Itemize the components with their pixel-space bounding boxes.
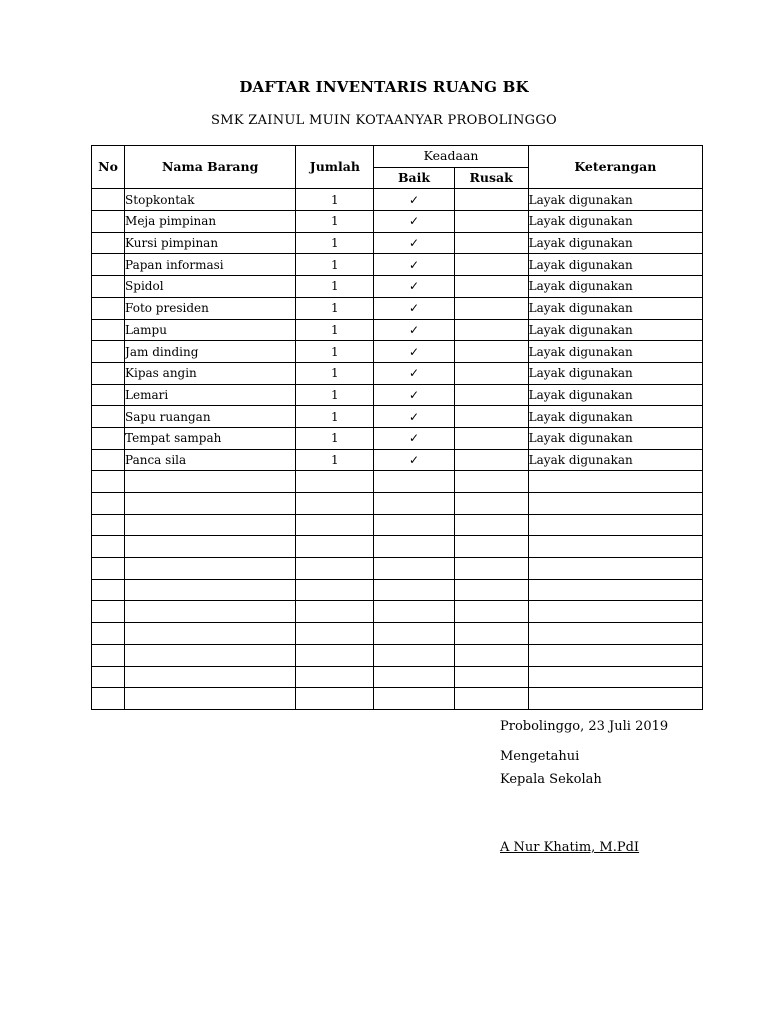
cell-jumlah: 1 — [296, 232, 374, 254]
cell-nama-barang — [125, 688, 296, 710]
cell-jumlah: 1 — [296, 362, 374, 384]
table-row — [92, 558, 703, 580]
cell-keterangan — [528, 688, 702, 710]
cell-keterangan: Layak digunakan — [528, 406, 702, 428]
cell-jumlah: 1 — [296, 189, 374, 211]
cell-keterangan — [528, 536, 702, 558]
cell-keterangan — [528, 579, 702, 601]
signature-place-date: Probolinggo, 23 Juli 2019 — [500, 719, 669, 734]
cell-baik-check — [374, 688, 454, 710]
cell-nama-barang: Stopkontak — [125, 189, 296, 211]
header-rusak: Rusak — [454, 167, 528, 189]
table-row — [92, 297, 703, 319]
cell-rusak — [454, 666, 528, 688]
table-row — [92, 623, 703, 645]
cell-keterangan — [528, 514, 702, 536]
cell-nama-barang: Foto presiden — [125, 297, 296, 319]
cell-baik-check — [374, 666, 454, 688]
cell-rusak — [454, 558, 528, 580]
cell-keterangan: Layak digunakan — [528, 211, 702, 233]
table-row — [92, 579, 703, 601]
cell-rusak — [454, 189, 528, 211]
cell-jumlah — [296, 688, 374, 710]
cell-keterangan — [528, 666, 702, 688]
cell-rusak — [454, 644, 528, 666]
cell-no — [92, 558, 125, 580]
cell-jumlah — [296, 493, 374, 515]
cell-rusak — [454, 493, 528, 515]
cell-keterangan: Layak digunakan — [528, 427, 702, 449]
cell-no — [92, 666, 125, 688]
cell-no — [92, 232, 125, 254]
table-row — [92, 319, 703, 341]
table-row — [92, 688, 703, 710]
table-row — [92, 449, 703, 471]
cell-baik-check: ✓ — [374, 232, 454, 254]
cell-keterangan — [528, 623, 702, 645]
cell-jumlah — [296, 623, 374, 645]
cell-no — [92, 536, 125, 558]
cell-no — [92, 579, 125, 601]
cell-rusak — [454, 427, 528, 449]
cell-rusak — [454, 254, 528, 276]
table-row — [92, 666, 703, 688]
cell-no — [92, 623, 125, 645]
table-row — [92, 254, 703, 276]
cell-keterangan: Layak digunakan — [528, 276, 702, 298]
header-keterangan: Keterangan — [528, 146, 702, 189]
cell-jumlah — [296, 471, 374, 493]
cell-baik-check: ✓ — [374, 297, 454, 319]
table-row — [92, 427, 703, 449]
cell-no — [92, 471, 125, 493]
inventory-table — [91, 145, 703, 710]
cell-baik-check — [374, 579, 454, 601]
header-no: No — [92, 146, 125, 189]
cell-jumlah: 1 — [296, 276, 374, 298]
cell-no — [92, 427, 125, 449]
cell-rusak — [454, 471, 528, 493]
cell-jumlah — [296, 666, 374, 688]
header-baik: Baik — [374, 167, 454, 189]
cell-no — [92, 449, 125, 471]
cell-nama-barang — [125, 493, 296, 515]
cell-rusak — [454, 623, 528, 645]
cell-nama-barang — [125, 514, 296, 536]
signature-name: A Nur Khatim, M.PdI — [500, 840, 640, 855]
cell-baik-check — [374, 601, 454, 623]
cell-nama-barang: Sapu ruangan — [125, 406, 296, 428]
table-row — [92, 362, 703, 384]
cell-baik-check: ✓ — [374, 319, 454, 341]
cell-jumlah: 1 — [296, 341, 374, 363]
cell-jumlah: 1 — [296, 406, 374, 428]
document-title: DAFTAR INVENTARIS RUANG BK — [239, 78, 529, 96]
cell-no — [92, 384, 125, 406]
cell-no — [92, 319, 125, 341]
cell-rusak — [454, 514, 528, 536]
table-row — [92, 232, 703, 254]
cell-jumlah — [296, 536, 374, 558]
cell-jumlah: 1 — [296, 211, 374, 233]
cell-no — [92, 644, 125, 666]
cell-baik-check — [374, 493, 454, 515]
document-subtitle: SMK ZAINUL MUIN KOTAANYAR PROBOLINGGO — [211, 113, 557, 128]
cell-rusak — [454, 362, 528, 384]
cell-baik-check: ✓ — [374, 427, 454, 449]
cell-nama-barang — [125, 536, 296, 558]
cell-jumlah: 1 — [296, 449, 374, 471]
cell-baik-check: ✓ — [374, 276, 454, 298]
cell-nama-barang: Panca sila — [125, 449, 296, 471]
cell-nama-barang — [125, 471, 296, 493]
cell-jumlah: 1 — [296, 297, 374, 319]
cell-baik-check: ✓ — [374, 362, 454, 384]
cell-keterangan — [528, 601, 702, 623]
cell-rusak — [454, 579, 528, 601]
cell-no — [92, 493, 125, 515]
cell-keterangan: Layak digunakan — [528, 449, 702, 471]
cell-no — [92, 362, 125, 384]
cell-jumlah — [296, 558, 374, 580]
table-row — [92, 341, 703, 363]
cell-nama-barang: Tempat sampah — [125, 427, 296, 449]
cell-rusak — [454, 341, 528, 363]
cell-baik-check: ✓ — [374, 189, 454, 211]
cell-no — [92, 341, 125, 363]
cell-nama-barang: Kursi pimpinan — [125, 232, 296, 254]
inventory-table-header — [92, 146, 703, 189]
table-row — [92, 276, 703, 298]
cell-nama-barang — [125, 623, 296, 645]
cell-no — [92, 514, 125, 536]
cell-no — [92, 688, 125, 710]
cell-jumlah — [296, 579, 374, 601]
cell-keterangan: Layak digunakan — [528, 362, 702, 384]
cell-nama-barang: Lampu — [125, 319, 296, 341]
cell-baik-check — [374, 471, 454, 493]
cell-no — [92, 254, 125, 276]
table-row — [92, 384, 703, 406]
cell-keterangan — [528, 558, 702, 580]
cell-baik-check: ✓ — [374, 406, 454, 428]
cell-jumlah: 1 — [296, 384, 374, 406]
cell-jumlah — [296, 601, 374, 623]
table-row — [92, 514, 703, 536]
table-row — [92, 211, 703, 233]
cell-keterangan — [528, 471, 702, 493]
cell-nama-barang — [125, 666, 296, 688]
cell-keterangan: Layak digunakan — [528, 384, 702, 406]
table-row — [92, 406, 703, 428]
cell-keterangan: Layak digunakan — [528, 297, 702, 319]
cell-rusak — [454, 406, 528, 428]
signature-jabatan: Kepala Sekolah — [500, 772, 602, 787]
cell-keterangan: Layak digunakan — [528, 232, 702, 254]
cell-rusak — [454, 384, 528, 406]
header-keadaan: Keadaan — [374, 146, 528, 168]
cell-jumlah: 1 — [296, 319, 374, 341]
cell-rusak — [454, 211, 528, 233]
cell-jumlah: 1 — [296, 254, 374, 276]
header-nama-barang: Nama Barang — [125, 146, 296, 189]
cell-rusak — [454, 688, 528, 710]
inventory-table-body — [92, 189, 703, 710]
table-row — [92, 601, 703, 623]
table-row — [92, 644, 703, 666]
cell-nama-barang: Lemari — [125, 384, 296, 406]
cell-keterangan — [528, 493, 702, 515]
cell-baik-check — [374, 644, 454, 666]
cell-jumlah: 1 — [296, 427, 374, 449]
cell-baik-check: ✓ — [374, 341, 454, 363]
signature-mengetahui: Mengetahui — [500, 749, 580, 764]
cell-nama-barang: Meja pimpinan — [125, 211, 296, 233]
table-row — [92, 493, 703, 515]
cell-keterangan — [528, 644, 702, 666]
cell-jumlah — [296, 514, 374, 536]
cell-no — [92, 406, 125, 428]
cell-baik-check: ✓ — [374, 211, 454, 233]
cell-nama-barang — [125, 558, 296, 580]
cell-baik-check — [374, 536, 454, 558]
cell-nama-barang: Papan informasi — [125, 254, 296, 276]
header-jumlah: Jumlah — [296, 146, 374, 189]
cell-keterangan: Layak digunakan — [528, 254, 702, 276]
cell-baik-check — [374, 558, 454, 580]
cell-no — [92, 601, 125, 623]
cell-rusak — [454, 449, 528, 471]
table-row — [92, 471, 703, 493]
cell-no — [92, 211, 125, 233]
cell-nama-barang: Spidol — [125, 276, 296, 298]
cell-rusak — [454, 232, 528, 254]
cell-baik-check: ✓ — [374, 449, 454, 471]
cell-baik-check — [374, 623, 454, 645]
cell-nama-barang — [125, 644, 296, 666]
cell-keterangan: Layak digunakan — [528, 319, 702, 341]
cell-no — [92, 297, 125, 319]
cell-nama-barang — [125, 579, 296, 601]
cell-keterangan: Layak digunakan — [528, 189, 702, 211]
cell-no — [92, 189, 125, 211]
table-row — [92, 189, 703, 211]
cell-nama-barang — [125, 601, 296, 623]
cell-keterangan: Layak digunakan — [528, 341, 702, 363]
table-row — [92, 536, 703, 558]
cell-baik-check: ✓ — [374, 254, 454, 276]
cell-jumlah — [296, 644, 374, 666]
cell-rusak — [454, 536, 528, 558]
cell-baik-check — [374, 514, 454, 536]
cell-rusak — [454, 276, 528, 298]
cell-nama-barang: Jam dinding — [125, 341, 296, 363]
cell-rusak — [454, 297, 528, 319]
cell-nama-barang: Kipas angin — [125, 362, 296, 384]
cell-rusak — [454, 601, 528, 623]
cell-no — [92, 276, 125, 298]
cell-baik-check: ✓ — [374, 384, 454, 406]
cell-rusak — [454, 319, 528, 341]
